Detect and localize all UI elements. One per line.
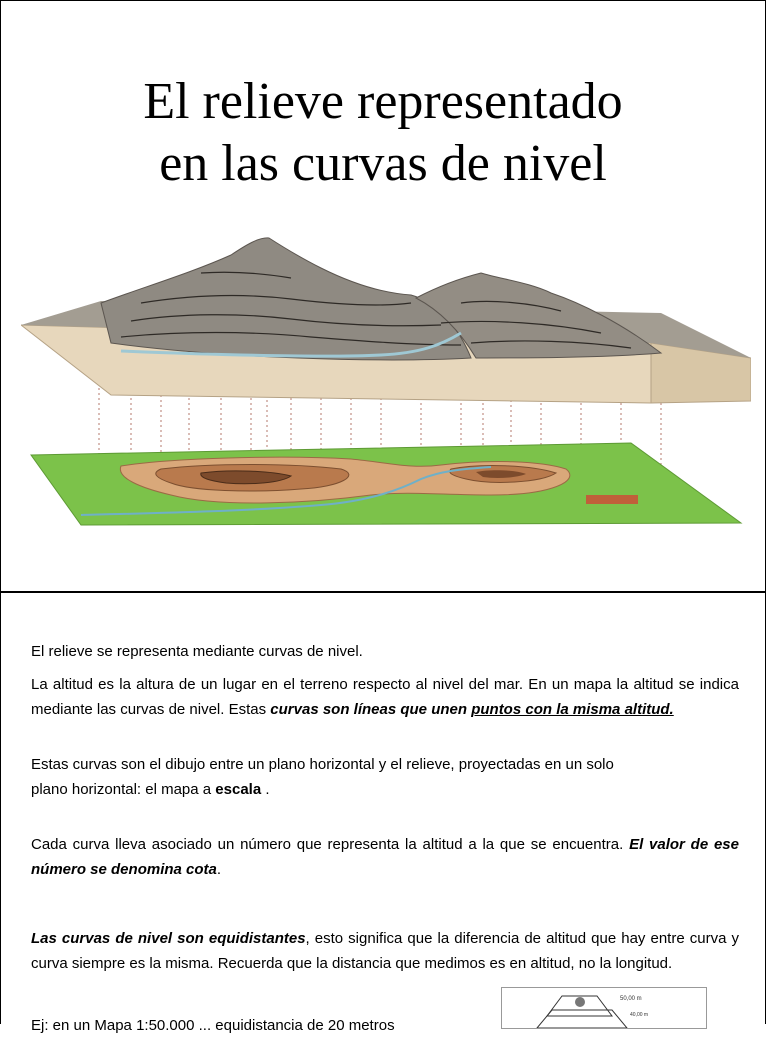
projection-end: . — [261, 781, 270, 798]
diagram-label-1: 50,00 m — [620, 996, 642, 1002]
equidistance-diagram — [501, 987, 707, 1029]
cota-end: . — [216, 861, 222, 878]
paragraph-projection — [31, 752, 631, 802]
equidistance-emphasis: Las curvas de nivel son equidistantes — [31, 930, 306, 947]
paragraph-cota — [31, 832, 739, 882]
paragraph-intro — [31, 639, 739, 664]
title-line-2: en las curvas de nivel — [159, 135, 607, 193]
diagram-label-2: 40,00 m — [630, 1012, 649, 1018]
equidistance-diagram-svg — [502, 988, 706, 1028]
paragraph-equidistance — [31, 926, 739, 976]
scale-term: escala — [215, 781, 262, 798]
cota-text: Cada curva lleva asociado un número que representa la altitud a la que se encuentra. — [31, 836, 630, 853]
slide-2 — [0, 592, 766, 1034]
altitude-emphasis: curvas son líneas que unen — [270, 701, 472, 718]
title-line-1: El relieve representado — [143, 73, 623, 130]
projection-text: Estas curvas son el dibujo entre un plano horizontal y el relieve, proyectadas en un solo plano horizontal: el mapa a — [31, 756, 614, 798]
example-text: Ej: en un Mapa 1:50.000 ... equidistancia de 20 metros — [31, 1017, 395, 1034]
map-rect-patch — [586, 495, 638, 504]
paragraph-intro-text: El relieve se representa mediante curvas de nivel. — [31, 643, 363, 660]
cota-emphasis: El valor de ese número se denomina cota — [31, 836, 739, 878]
equidistance-text: , esto significa que la diferencia de altitud que hay entre curva y curva siempre es la misma. Recuerda que la distancia que medimos es en altitud, no la longitud. — [31, 930, 739, 972]
slide-title — [1, 71, 765, 196]
relief-contour-illustration — [21, 233, 751, 533]
altitude-underlined: puntos con la misma altitud. — [471, 701, 674, 718]
paragraph-altitude — [31, 672, 739, 722]
altitude-text: La altitud es la altura de un lugar en el terreno respecto al nivel del mar. En un mapa la altitud se indica mediante las curvas de nivel. Estas — [31, 676, 739, 718]
